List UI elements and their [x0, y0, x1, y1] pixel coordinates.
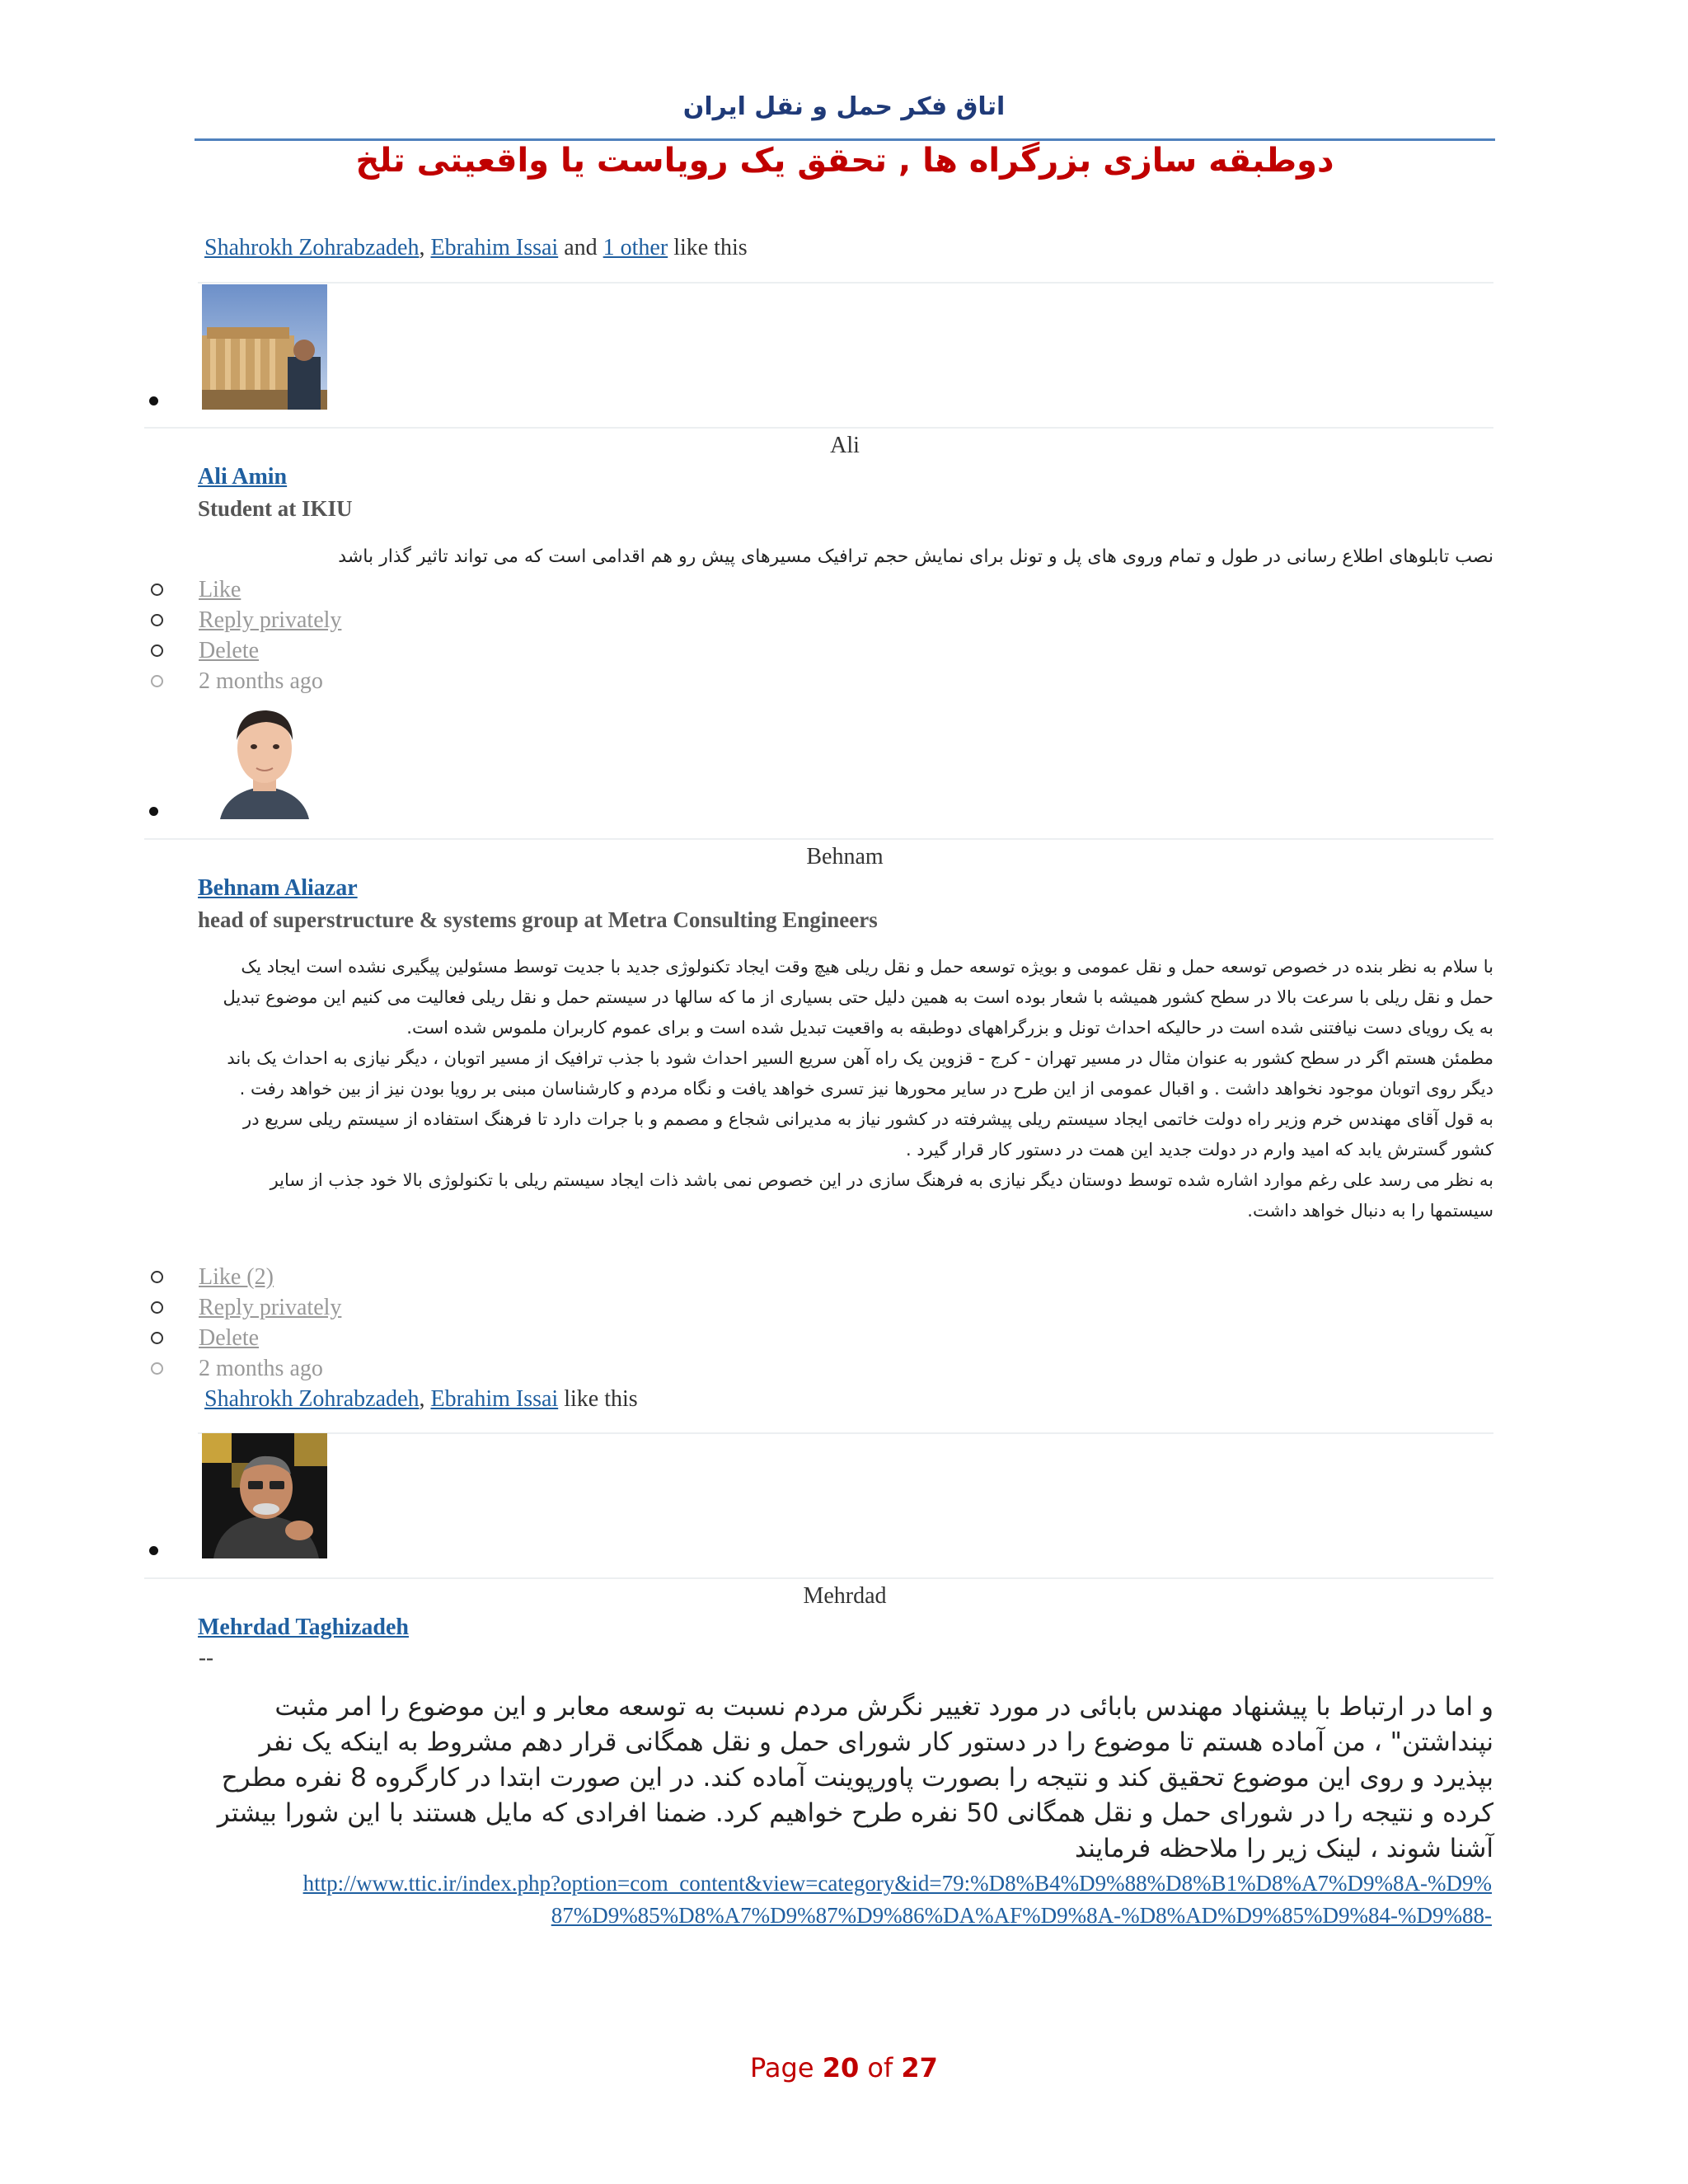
avatar-photo[interactable]	[202, 284, 327, 410]
like-link[interactable]: Like	[199, 577, 241, 602]
action-item	[148, 574, 725, 605]
separator	[144, 838, 1493, 840]
comment-paragraph: با سلام به نظر بنده در خصوص توسعه حمل و نقل عمومی و بویژه توسعه حمل و نقل ریلی هیچ وقت ایجاد تکنولوژی جدید با جدیت توسط مسئولین پیگیری نشده است ایجاد یک حمل و نقل ریلی با سرعت بالا در سطح کشور همیشه با شعار بوده است به همین دلیل حتی بسیاری از ما که سالها در سیستم حمل و نقل ریلی فعالیت می کنیم این موضوع تبدیل به یک رویای دست نیافتنی شده است در حالیکه احداث تونل و بزرگراههای دوطبقه به واقعیت تبدیل شده است و برای عموم کاربران ملموس شده است.	[223, 957, 1493, 1038]
list-bullet	[149, 1546, 158, 1555]
separator	[144, 427, 1493, 429]
commenter-first-name: Ali	[830, 433, 860, 458]
separator	[198, 1432, 1493, 1434]
current-page-number: 20	[822, 2052, 860, 2083]
action-item	[148, 1353, 725, 1384]
separator	[144, 1577, 1493, 1579]
avatar-photo[interactable]	[202, 1433, 327, 1558]
likes-line: Shahrokh Zohrabzadeh, Ebrahim Issai and 1 other like this	[204, 235, 748, 260]
header-rule	[195, 138, 1495, 141]
timestamp: 2 months ago	[199, 1356, 323, 1381]
list-bullet	[149, 396, 158, 405]
comment-paragraph: و اما در ارتباط با پیشنهاد مهندس بابائی در مورد تغییر نگرش مردم نسبت به توسعه معابر و این موضوع را امر مثبت نپنداشتن" ، من آماده هستم تا موضوع را در دستور کار شورای حمل و نقل همگانی قرار دهم مشروط به اینکه یک نفر بپذیرد و روی این موضوع تحقیق کند و نتیجه را بصورت پاورپوینت آماده کند. در این صورت ابتدا در کارگروه 8 نفره مطرح کرده و نتیجه را در شورای حمل و نقل همگانی 50 نفره طرح خواهیم کرد. ضمنا افرادی که مایل هستند با این شورا بیشتر آشنا شوند ، لینک زیر را ملاحظه فرمایند	[217, 1692, 1493, 1863]
comment-actions	[148, 1262, 725, 1384]
other-likers-link[interactable]: 1 other	[603, 235, 668, 260]
commenter-name-link[interactable]: Mehrdad Taghizadeh	[198, 1615, 409, 1640]
liker-link[interactable]: Ebrahim Issai	[430, 235, 559, 260]
comment-paragraph: مطمئن هستم اگر در سطح کشور به عنوان مثال در مسیر تهران - کرج - قزوین یک راه آهن سریع السیر احداث شود با جذب ترافیک از مسیر اتوبان ، دیگر نیازی به احداث یک باند دیگر روی اتوبان موجود نخواهد داشت . و اقبال عمومی از این طرح در سایر محورها نیز تسری خواهد یافت و نگاه مردم و کارشناسان مبنی بر رویا بودن نیز از بین خواهد رفت .	[227, 1048, 1493, 1099]
reference-link[interactable]: http://www.ttic.ir/index.php?option=com_content&view=category&id=79:%D8%B4%D9%88%D8%B1%D8%A7%D9%8A-%D9%87%D9%85%D8%A7%D9%87%D9%86%DA%AF%D9%8A-%D8%AD%D9%85%D9%84-%D9%88-	[302, 1871, 1492, 1928]
comment-actions	[148, 574, 725, 696]
delete-link[interactable]: Delete	[199, 1325, 260, 1351]
reply-privately-link[interactable]: Reply privately	[199, 607, 342, 633]
commenter-name-link[interactable]: Behnam Aliazar	[198, 875, 358, 901]
action-item	[148, 635, 725, 666]
action-item	[148, 1292, 725, 1323]
comment-paragraph: به نظر می رسد علی رغم موارد اشاره شده توسط دوستان دیگر نیازی به فرهنگ سازی در این خصوص نمی باشد ذات ایجاد سیستم ریلی با تکنولوژی بالا خود جذب از سایر سیستمها را به دنبال خواهد داشت.	[270, 1170, 1493, 1221]
action-item	[148, 1323, 725, 1353]
delete-link[interactable]: Delete	[199, 638, 260, 663]
likes-line: Shahrokh Zohrabzadeh, Ebrahim Issai like this	[204, 1386, 638, 1412]
page-footer: Page 20 of 27	[750, 2052, 938, 2083]
total-pages: 27	[901, 2052, 938, 2083]
document-title: دوطبقه سازی بزرگراه ها , تحقق یک رویاست یا واقعیتی تلخ	[355, 142, 1334, 180]
commenter-name-link[interactable]: Ali Amin	[198, 464, 288, 490]
commenter-headline: head of superstructure & systems group at Metra Consulting Engineers	[198, 907, 878, 932]
action-item	[148, 1262, 725, 1292]
liker-link[interactable]: Ebrahim Issai	[430, 1386, 559, 1412]
signature-dash: --	[199, 1645, 213, 1670]
liker-link[interactable]: Shahrokh Zohrabzadeh	[204, 1386, 420, 1412]
commenter-headline: Student at IKIU	[198, 496, 353, 521]
list-bullet	[149, 807, 158, 816]
separator	[198, 282, 1493, 284]
action-item	[148, 666, 725, 696]
like-link[interactable]: Like (2)	[199, 1264, 274, 1290]
comment-paragraph: به قول آقای مهندس خرم وزیر راه دولت خاتمی ایجاد سیستم ریلی پیشرفته در کشور نیاز به مدیرانی شجاع و مصمم و با جرات دارد تا فرهنگ استفاده از سیستم ریلی سریع در کشور گسترش یابد که امید وارم در دولت جدید این همت در دستور کار قرار گیرد .	[243, 1109, 1493, 1160]
action-item	[148, 605, 725, 635]
comment-body	[210, 952, 1493, 1226]
header-title: اتاق فکر حمل و نقل ایران	[682, 92, 1006, 121]
comment-body	[216, 1690, 1493, 1867]
commenter-first-name: Behnam	[806, 844, 884, 869]
commenter-first-name: Mehrdad	[803, 1583, 887, 1609]
comment-body	[280, 542, 1493, 572]
timestamp: 2 months ago	[199, 668, 323, 694]
liker-link[interactable]: Shahrokh Zohrabzadeh	[204, 235, 420, 260]
avatar-photo[interactable]	[202, 694, 327, 819]
comment-paragraph: نصب تابلوهای اطلاع رسانی در طول و تمام وروی های پل و تونل برای نمایش حجم ترافیک مسیرهای پیش رو هم اقدامی است که می تواند تاثیر گذار باشد	[338, 546, 1493, 567]
reply-privately-link[interactable]: Reply privately	[199, 1295, 342, 1320]
